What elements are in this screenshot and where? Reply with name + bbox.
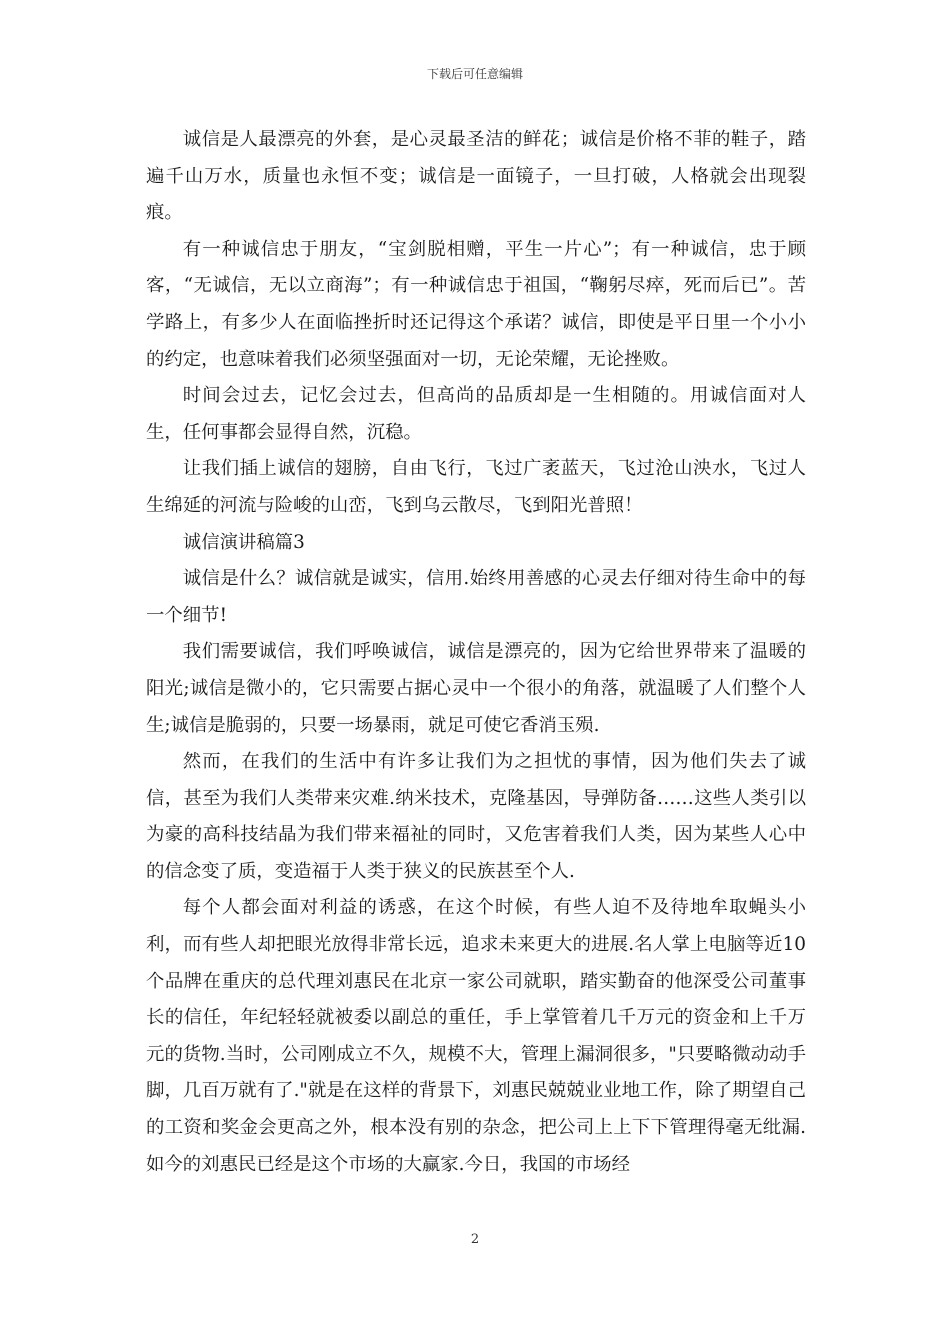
paragraph-3: 时间会过去，记忆会过去，但高尚的品质却是一生相随的。用诚信面对人生，任何事都会显得自然，沉稳。: [146, 385, 806, 443]
paragraph-7: 然而，在我们的生活中有许多让我们为之担忧的事情，因为他们失去了诚信，甚至为我们人类带来灾难.纳米技术，克隆基因，导弹防备……这些人类引以为豪的高科技结晶为我们带来福祉的同时，又危害着我们人类，因为某些人心中的信念变了质，变造福于人类于狭义的民族甚至个人.: [146, 751, 806, 882]
paragraph-6: 我们需要诚信，我们呼唤诚信，诚信是漂亮的，因为它给世界带来了温暖的阳光;诚信是微小的，它只需要占据心灵中一个很小的角落，就温暖了人们整个人生;诚信是脆弱的，只要一场暴雨，就足可使它香消玉殒.: [146, 641, 806, 736]
document-body: [146, 122, 806, 1183]
paragraph-2: 有一种诚信忠于朋友，“宝剑脱相赠，平生一片心”；有一种诚信，忠于顾客，“无诚信，无以立商海”；有一种诚信忠于祖国，“鞠躬尽瘁，死而后已”。苦学路上，有多少人在面临挫折时还记得这个承诺？诚信，即使是平日里一个小小的约定，也意味着我们必须坚强面对一切，无论荣耀，无论挫败。: [146, 238, 806, 370]
page-header: 下载后可任意编辑: [426, 67, 523, 81]
paragraph-4: 让我们插上诚信的翅膀，自由飞行，飞过广袤蓝天，飞过沧山泱水，飞过人生绵延的河流与险峻的山峦，飞到乌云散尽，飞到阳光普照！: [146, 458, 806, 516]
page-number: 2: [470, 1232, 480, 1247]
paragraph-1: 诚信是人最漂亮的外套，是心灵最圣洁的鲜花；诚信是价格不菲的鞋子，踏遍千山万水，质量也永恒不变；诚信是一面镜子，一旦打破，人格就会出现裂痕。: [146, 129, 806, 224]
paragraph-8: 每个人都会面对利益的诱惑，在这个时候，有些人迫不及待地牟取蝇头小利，而有些人却把眼光放得非常长远，追求未来更大的进展.名人掌上电脑等近10个品牌在重庆的总代理刘惠民在北京一家公司就职，踏实勤奋的他深受公司董事长的信任，年纪轻轻就被委以副总的重任，手上掌管着几千万元的资金和上千万元的货物.当时，公司刚成立不久，规模不大，管理上漏洞很多，"只要略微动动手脚，几百万就有了."就是在这样的背景下，刘惠民兢兢业业地工作，除了期望自己的工资和奖金会更高之外，根本没有别的杂念，把公司上上下下管理得毫无纰漏.如今的刘惠民已经是这个市场的大赢家.今日，我国的市场经: [146, 897, 806, 1175]
paragraph-5: 诚信是什么？诚信就是诚实，信用.始终用善感的心灵去仔细对待生命中的每一个细节!: [146, 568, 806, 626]
section-heading: 诚信演讲稿篇3: [182, 531, 305, 553]
